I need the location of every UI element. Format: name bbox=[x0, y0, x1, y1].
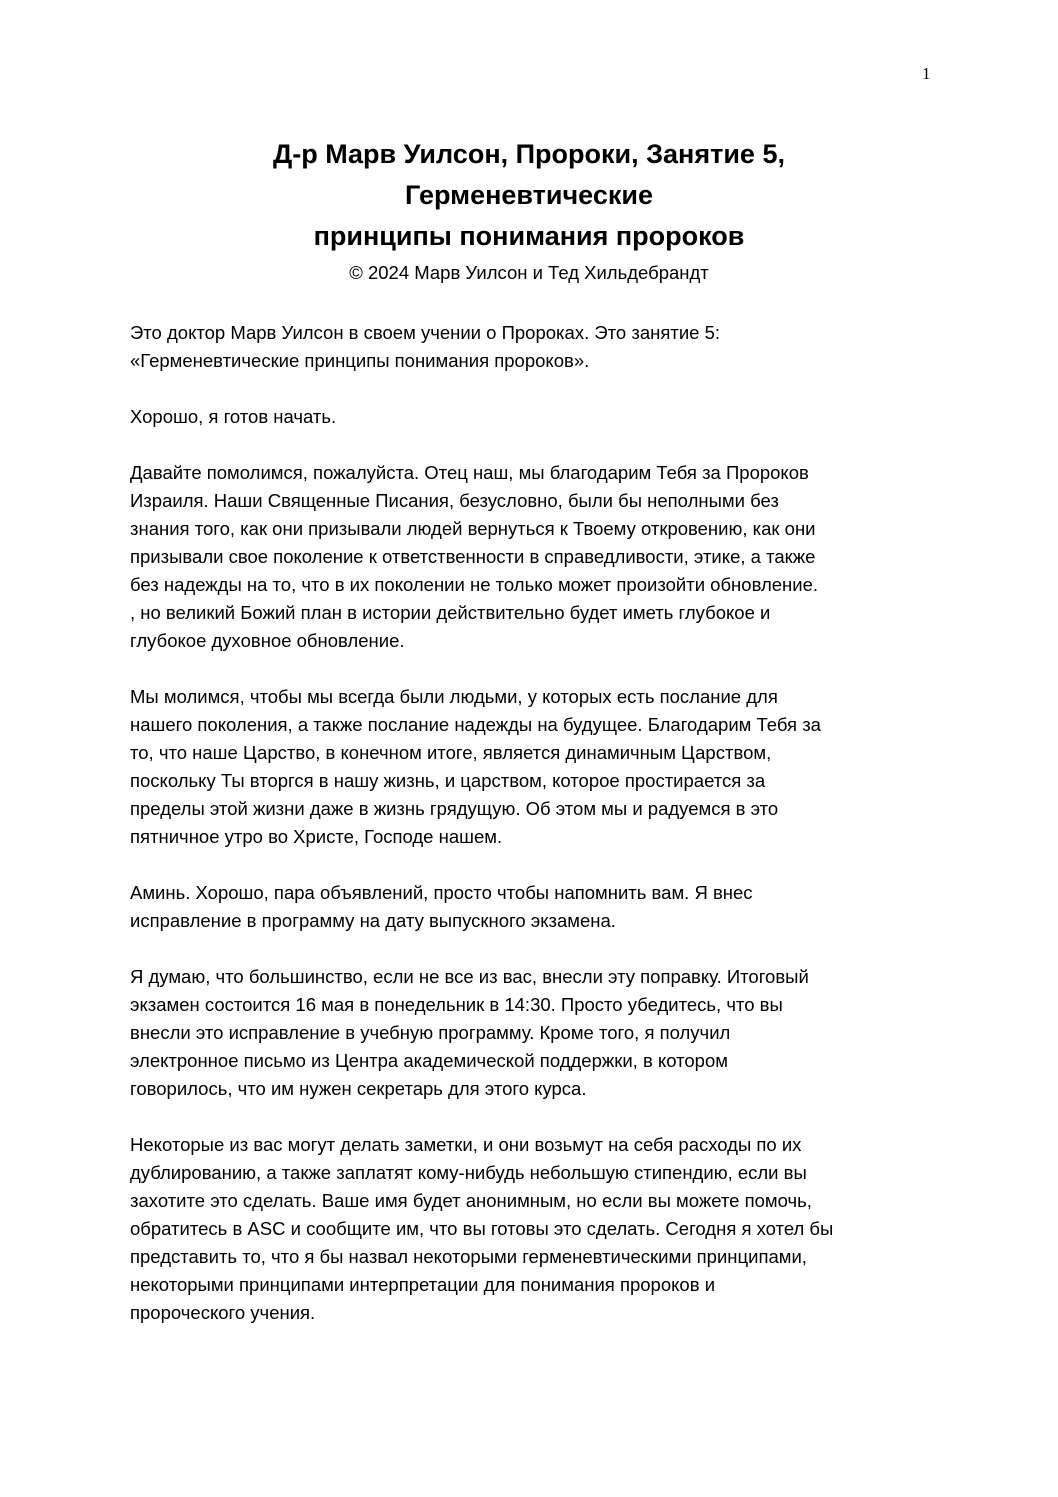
text-line: , но великий Божий план в истории действительно будет иметь глубокое и bbox=[130, 602, 771, 623]
text-line: то, что наше Царство, в конечном итоге, является динамичным Царством, bbox=[130, 742, 772, 763]
text-line: Хорошо, я готов начать. bbox=[130, 406, 337, 427]
document-title bbox=[0, 134, 1058, 257]
text-line: Давайте помолимся, пожалуйста. Отец наш, мы благодарим Тебя за Пророков bbox=[130, 462, 809, 483]
text-line: Мы молимся, чтобы мы всегда были людьми, у которых есть послание для bbox=[130, 686, 778, 707]
paragraph bbox=[130, 1131, 950, 1327]
paragraph bbox=[130, 963, 950, 1103]
text-line: пятничное утро во Христе, Господе нашем. bbox=[130, 826, 503, 847]
title-line: принципы понимания пророков bbox=[313, 221, 745, 251]
text-line: некоторыми принципами интерпретации для понимания пророков и bbox=[130, 1274, 716, 1295]
title-line: Д-р Марв Уилсон, Пророки, Занятие 5, bbox=[273, 139, 785, 169]
page-number: 1 bbox=[922, 64, 931, 83]
paragraph bbox=[130, 403, 950, 431]
text-line: экзамен состоится 16 мая в понедельник в 14:30. Просто убедитесь, что вы bbox=[130, 994, 783, 1015]
text-line: глубокое духовное обновление. bbox=[130, 630, 405, 651]
text-line: захотите это сделать. Ваше имя будет анонимным, но если вы можете помочь, bbox=[130, 1190, 812, 1211]
text-line: Я думаю, что большинство, если не все из вас, внесли эту поправку. Итоговый bbox=[130, 966, 809, 987]
text-line: электронное письмо из Центра академической поддержки, в котором bbox=[130, 1050, 728, 1071]
text-line: Это доктор Марв Уилсон в своем учении о Пророках. Это занятие 5: bbox=[130, 322, 721, 343]
text-line: «Герменевтические принципы понимания пророков». bbox=[130, 350, 590, 371]
text-line: пределы этой жизни даже в жизнь грядущую. Об этом мы и радуемся в это bbox=[130, 798, 779, 819]
text-line: представить то, что я бы назвал некоторыми герменевтическими принципами, bbox=[130, 1246, 807, 1267]
title-line: Герменевтические bbox=[405, 180, 653, 210]
paragraph bbox=[130, 319, 950, 375]
text-line: дублированию, а также заплатят кому-нибудь небольшую стипендию, если вы bbox=[130, 1162, 807, 1183]
copyright-notice: © 2024 Марв Уилсон и Тед Хильдебрандт bbox=[349, 262, 709, 283]
paragraph bbox=[130, 683, 950, 851]
text-line: исправление в программу на дату выпускного экзамена. bbox=[130, 910, 616, 931]
text-line: нашего поколения, а также послание надежды на будущее. Благодарим Тебя за bbox=[130, 714, 821, 735]
text-line: Некоторые из вас могут делать заметки, и они возьмут на себя расходы по их bbox=[130, 1134, 802, 1155]
text-line: Аминь. Хорошо, пара объявлений, просто чтобы напомнить вам. Я внес bbox=[130, 882, 753, 903]
text-line: призывали свое поколение к ответственности в справедливости, этике, а также bbox=[130, 546, 816, 567]
text-line: знания того, как они призывали людей вернуться к Твоему откровению, как они bbox=[130, 518, 816, 539]
text-line: внесли это исправление в учебную программу. Кроме того, я получил bbox=[130, 1022, 731, 1043]
paragraph bbox=[130, 879, 950, 935]
text-line: Израиля. Наши Священные Писания, безусловно, были бы неполными без bbox=[130, 490, 779, 511]
text-line: без надежды на то, что в их поколении не только может произойти обновление. bbox=[130, 574, 819, 595]
text-line: пророческого учения. bbox=[130, 1302, 316, 1323]
paragraph bbox=[130, 459, 950, 655]
text-line: говорилось, что им нужен секретарь для этого курса. bbox=[130, 1078, 587, 1099]
text-line: поскольку Ты вторгся в нашу жизнь, и царством, которое простирается за bbox=[130, 770, 766, 791]
document-body bbox=[130, 319, 950, 1355]
text-line: обратитесь в ASC и сообщите им, что вы готовы это сделать. Сегодня я хотел бы bbox=[130, 1218, 834, 1239]
